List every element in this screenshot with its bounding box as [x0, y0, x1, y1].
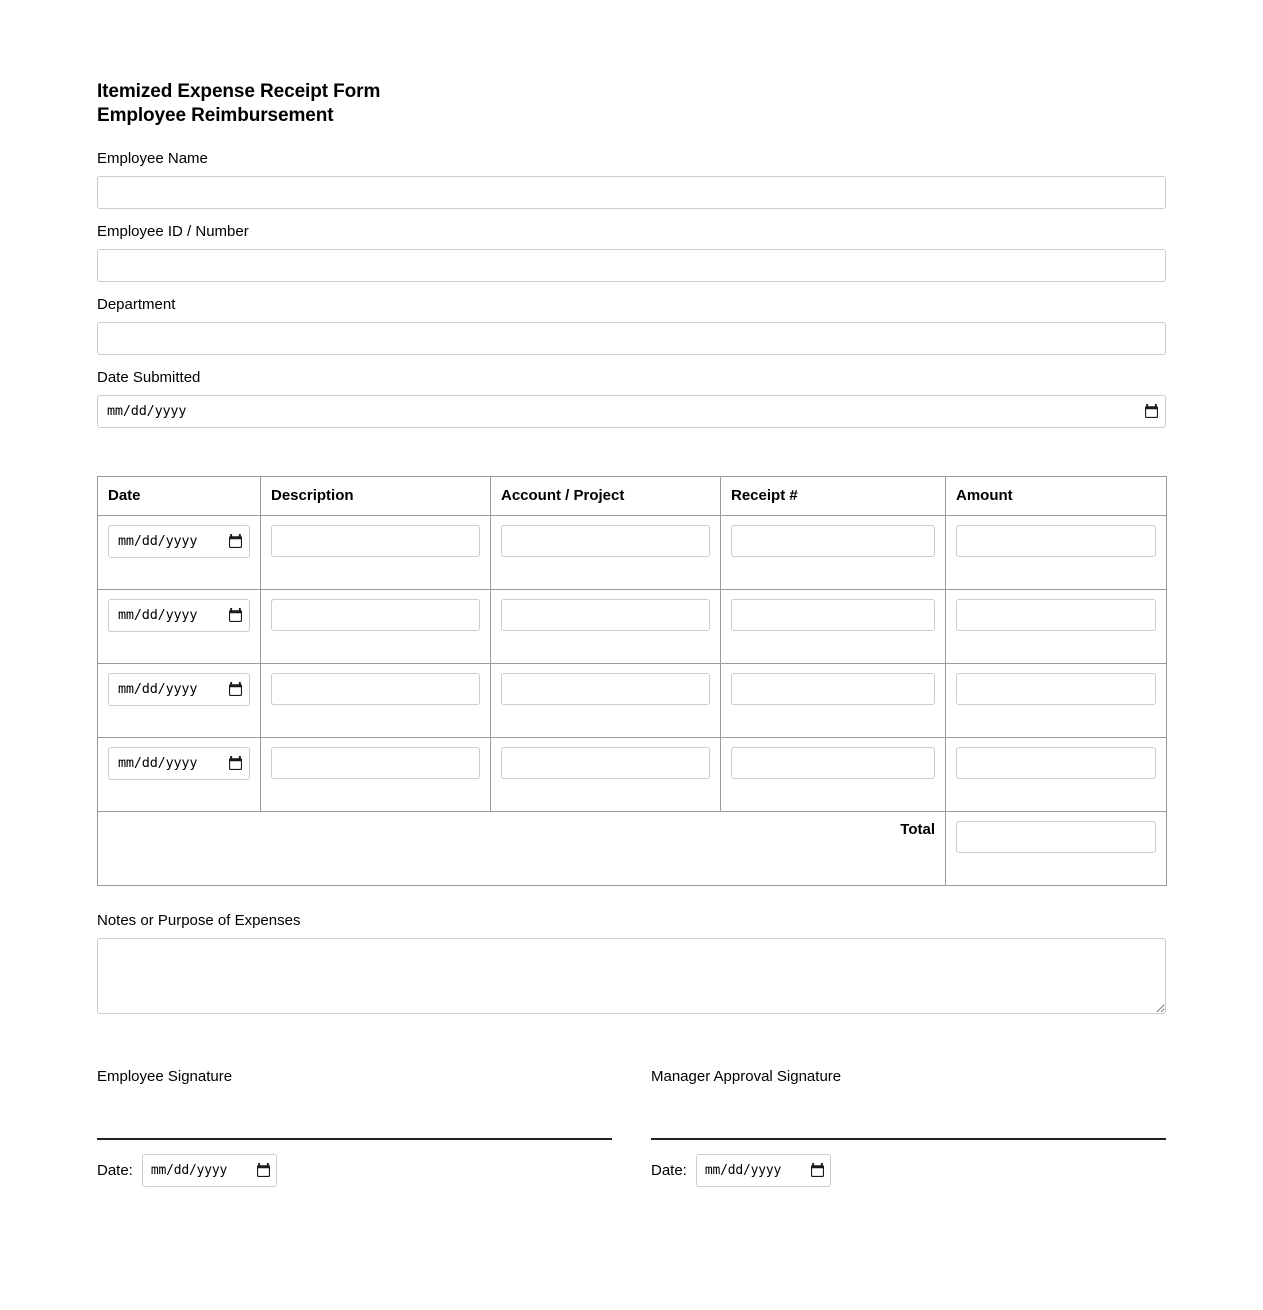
cell-receipt-number [721, 737, 946, 811]
row-2-date-placeholder: mm/dd/yyyy [118, 607, 198, 624]
employee-name-input[interactable] [97, 176, 1166, 209]
department-input[interactable] [97, 322, 1166, 355]
employee-name-label: Employee Name [97, 149, 208, 167]
cell-description [261, 589, 491, 663]
expense-table-wrapper [97, 476, 1166, 886]
row-1-description-input[interactable] [271, 525, 480, 557]
row-1-receipt-number-input[interactable] [731, 525, 935, 557]
cell-amount [946, 737, 1167, 811]
row-3-description-input[interactable] [271, 673, 480, 705]
employee-signature-line[interactable] [97, 1086, 612, 1140]
row-3-receipt-number-input[interactable] [731, 673, 935, 705]
row-2-date-input[interactable] [108, 599, 250, 632]
row-2-account-project-input[interactable] [501, 599, 710, 631]
calendar-picker-icon[interactable] [229, 534, 242, 548]
total-amount-input[interactable] [956, 821, 1156, 853]
cell-description [261, 663, 491, 737]
field-notes [97, 912, 1166, 1014]
field-department [97, 296, 1166, 355]
date-submitted-placeholder: mm/dd/yyyy [107, 403, 187, 420]
row-3-amount-input[interactable] [956, 673, 1156, 705]
cell-amount [946, 589, 1167, 663]
cell-description [261, 515, 491, 589]
calendar-picker-icon[interactable] [229, 756, 242, 770]
row-4-date-input[interactable] [108, 747, 250, 780]
expense-table-header-row [98, 476, 1167, 515]
employee-signature-date-label: Date: [97, 1161, 133, 1179]
employee-id-input[interactable] [97, 249, 1166, 282]
row-2-receipt-number-input[interactable] [731, 599, 935, 631]
manager-signature-date-placeholder: mm/dd/yyyy [704, 1162, 782, 1178]
row-4-description-input[interactable] [271, 747, 480, 779]
page-title [97, 80, 1166, 129]
row-2-amount-input[interactable] [956, 599, 1156, 631]
date-submitted-input[interactable] [97, 395, 1166, 428]
cell-date [98, 663, 261, 737]
column-header-receipt-number: Receipt # [721, 476, 946, 515]
calendar-picker-icon[interactable] [257, 1163, 270, 1177]
page-title-line-2: Employee Reimbursement [97, 105, 334, 127]
expense-table-head [98, 476, 1167, 515]
row-1-amount-input[interactable] [956, 525, 1156, 557]
table-total-row [98, 811, 1167, 885]
table-row [98, 737, 1167, 811]
employee-signature-block [97, 1068, 612, 1187]
cell-total-amount [946, 811, 1167, 885]
manager-signature-date-row [651, 1140, 1166, 1187]
row-3-account-project-input[interactable] [501, 673, 710, 705]
field-employee-name [97, 150, 1166, 209]
cell-account-project [491, 663, 721, 737]
cell-receipt-number [721, 589, 946, 663]
calendar-picker-icon[interactable] [1145, 404, 1158, 418]
employee-id-label: Employee ID / Number [97, 222, 249, 240]
column-header-description: Description [261, 476, 491, 515]
manager-signature-date-label: Date: [651, 1161, 687, 1179]
manager-signature-date-input[interactable] [696, 1154, 831, 1187]
cell-account-project [491, 737, 721, 811]
cell-receipt-number [721, 515, 946, 589]
employee-signature-date-row [97, 1140, 612, 1187]
row-4-date-placeholder: mm/dd/yyyy [118, 755, 198, 772]
cell-account-project [491, 589, 721, 663]
manager-signature-label: Manager Approval Signature [651, 1067, 842, 1085]
field-date-submitted [97, 369, 1166, 428]
cell-date [98, 589, 261, 663]
row-1-date-placeholder: mm/dd/yyyy [118, 533, 198, 550]
cell-amount [946, 663, 1167, 737]
calendar-picker-icon[interactable] [229, 608, 242, 622]
department-label: Department [97, 295, 176, 313]
employee-signature-label: Employee Signature [97, 1067, 233, 1085]
manager-signature-line[interactable] [651, 1086, 1166, 1140]
cell-description [261, 737, 491, 811]
total-label: Total [98, 811, 946, 885]
row-3-date-placeholder: mm/dd/yyyy [118, 681, 198, 698]
row-4-receipt-number-input[interactable] [731, 747, 935, 779]
cell-receipt-number [721, 663, 946, 737]
table-row [98, 589, 1167, 663]
table-row [98, 663, 1167, 737]
employee-signature-date-placeholder: mm/dd/yyyy [150, 1162, 228, 1178]
notes-textarea[interactable] [97, 938, 1166, 1014]
column-header-account-project: Account / Project [491, 476, 721, 515]
manager-signature-block [651, 1068, 1166, 1187]
notes-label: Notes or Purpose of Expenses [97, 911, 301, 929]
calendar-picker-icon[interactable] [229, 682, 242, 696]
employee-signature-date-input[interactable] [142, 1154, 277, 1187]
cell-date [98, 515, 261, 589]
column-header-date: Date [98, 476, 261, 515]
date-submitted-label: Date Submitted [97, 368, 201, 386]
page-title-line-1: Itemized Expense Receipt Form [97, 81, 381, 102]
column-header-amount: Amount [946, 476, 1167, 515]
row-4-account-project-input[interactable] [501, 747, 710, 779]
field-employee-id [97, 223, 1166, 282]
row-1-account-project-input[interactable] [501, 525, 710, 557]
row-4-amount-input[interactable] [956, 747, 1156, 779]
cell-account-project [491, 515, 721, 589]
expense-table [97, 476, 1167, 886]
row-1-date-input[interactable] [108, 525, 250, 558]
table-row [98, 515, 1167, 589]
row-2-description-input[interactable] [271, 599, 480, 631]
expense-table-body [98, 515, 1167, 885]
calendar-picker-icon[interactable] [811, 1163, 824, 1177]
cell-date [98, 737, 261, 811]
row-3-date-input[interactable] [108, 673, 250, 706]
signature-section [97, 1068, 1166, 1187]
cell-amount [946, 515, 1167, 589]
